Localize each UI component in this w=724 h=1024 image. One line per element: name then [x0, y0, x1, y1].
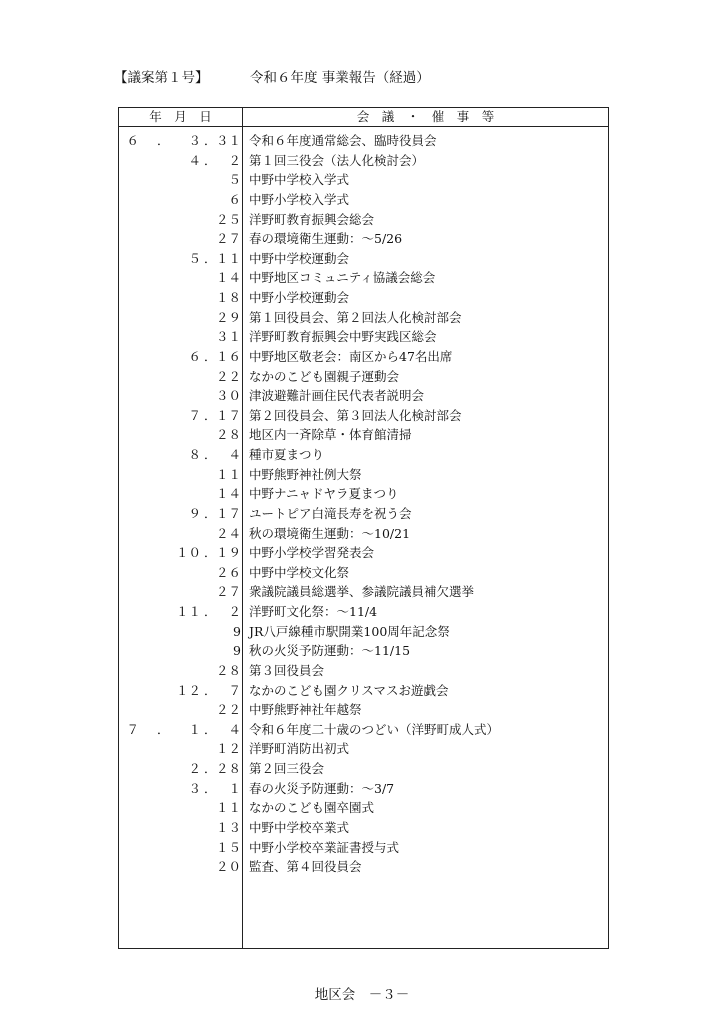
- row-event: 中野中学校卒業式: [249, 819, 350, 835]
- row-day: ２８: [215, 662, 241, 678]
- row-day: １４: [215, 486, 241, 502]
- date-dot: ．: [204, 721, 217, 737]
- row-day: １１: [215, 800, 241, 816]
- row-event: 中野地区敬老会：南区から47名出席: [249, 348, 453, 364]
- table-row: [119, 622, 608, 642]
- row-event: 中野ナニャドヤラ夏まつり: [249, 486, 399, 502]
- row-event: 中野地区コミュニティ協議会総会: [249, 270, 436, 286]
- table-rows: [119, 131, 608, 877]
- table-row: [119, 818, 608, 838]
- row-event: 第１回三役会（法人化検討会）: [249, 152, 425, 168]
- row-event: なかのこども園クリスマスお遊戯会: [249, 682, 449, 698]
- table-row: [119, 425, 608, 445]
- row-month: ５: [188, 250, 201, 266]
- row-day: ２８: [215, 761, 241, 776]
- row-event: なかのこども園親子運動会: [249, 368, 400, 384]
- header-event: 会 議 ・ 催 事 等: [356, 109, 495, 124]
- row-day: ３０: [215, 388, 241, 404]
- row-day: ２０: [215, 859, 241, 875]
- date-dot: ．: [204, 407, 217, 423]
- table-row: [119, 720, 608, 740]
- date-dot: ．: [157, 133, 170, 148]
- row-day: １９: [215, 545, 241, 561]
- row-month: ３: [188, 780, 201, 796]
- table-row: [119, 563, 608, 583]
- document-heading: [0, 66, 724, 86]
- row-month: ２: [188, 761, 201, 776]
- row-day: ２７: [215, 584, 241, 600]
- row-day: １２: [215, 741, 241, 757]
- row-day: ２５: [215, 211, 241, 227]
- activity-table: [118, 107, 609, 949]
- row-month: ９: [188, 505, 201, 521]
- row-event: 春の環境衛生運動：～5/26: [249, 231, 403, 247]
- row-event: 中野中学校運動会: [249, 250, 350, 266]
- row-year: ６: [126, 133, 139, 148]
- date-dot: ．: [204, 348, 217, 364]
- date-dot: ．: [204, 604, 217, 619]
- row-day: １１: [215, 250, 241, 266]
- row-event: 洋野町教育振興会総会: [249, 211, 375, 227]
- row-event: 中野小学校学習発表会: [249, 545, 375, 561]
- table-row: [119, 347, 608, 367]
- row-day: 9: [233, 623, 241, 639]
- table-row: [119, 249, 608, 269]
- row-month: １２: [175, 682, 201, 698]
- row-day: ７: [228, 682, 241, 698]
- row-month: １１: [175, 604, 201, 619]
- row-event: 洋野町消防出初式: [249, 741, 350, 757]
- table-row: [119, 229, 608, 249]
- table-row: [119, 602, 608, 622]
- row-day: ５: [228, 172, 241, 188]
- row-day: １８: [215, 290, 241, 305]
- row-day: １１: [215, 466, 241, 482]
- row-day: ２２: [215, 368, 241, 384]
- row-day: 9: [233, 643, 241, 659]
- table-row: [119, 406, 608, 426]
- row-event: 監査、第４回役員会: [249, 859, 362, 875]
- table-row: [119, 151, 608, 171]
- row-event: 春の火災予防運動：～3/7: [249, 780, 395, 796]
- date-dot: ．: [204, 682, 217, 698]
- row-event: 秋の環境衛生運動：～10/21: [249, 525, 411, 541]
- date-dot: ．: [204, 133, 217, 148]
- row-event: 衆議院議員総選挙、参議院議員補欠選挙: [249, 584, 475, 600]
- row-day: ６: [228, 191, 241, 207]
- table-row: [119, 465, 608, 485]
- row-day: ２７: [215, 231, 241, 247]
- header-date: 年 月 日: [149, 109, 212, 124]
- row-day: ２６: [215, 564, 241, 580]
- table-row: [119, 582, 608, 602]
- table-row: [119, 641, 608, 661]
- row-event: ユートピア白滝長寿を祝う会: [249, 505, 412, 521]
- table-row: [119, 759, 608, 779]
- row-event: 第２回三役会: [249, 761, 325, 776]
- row-day: １５: [215, 839, 241, 855]
- row-day: １: [228, 780, 241, 796]
- row-month: １: [188, 721, 201, 737]
- row-month: １０: [175, 545, 201, 561]
- date-dot: ．: [204, 505, 217, 521]
- row-event: 第１回役員会、第２回法人化検討部会: [249, 309, 462, 325]
- row-event: 中野小学校入学式: [249, 191, 350, 207]
- table-row: [119, 445, 608, 465]
- row-event: なかのこども園卒園式: [249, 800, 375, 816]
- row-day: ３１: [215, 133, 241, 148]
- document-title: 令和６年度 事業報告（経過）: [250, 70, 430, 86]
- row-day: ２２: [215, 702, 241, 718]
- table-row: [119, 210, 608, 230]
- row-event: 中野熊野神社年越祭: [249, 702, 362, 718]
- row-day: ４: [228, 447, 241, 462]
- row-day: １４: [215, 270, 241, 286]
- row-day: １７: [215, 505, 241, 521]
- table-row: [119, 779, 608, 799]
- header-divider: [119, 126, 608, 127]
- row-year: ７: [126, 721, 139, 737]
- row-day: １６: [215, 348, 241, 364]
- date-dot: ．: [204, 780, 217, 796]
- row-day: １３: [215, 819, 241, 835]
- row-day: ２: [228, 152, 241, 168]
- row-month: ８: [188, 447, 201, 462]
- row-day: ３１: [215, 329, 241, 345]
- row-event: 種市夏まつり: [249, 447, 325, 462]
- row-day: ２: [228, 604, 241, 619]
- row-month: ７: [188, 407, 201, 423]
- date-dot: ．: [204, 250, 217, 266]
- row-event: 中野熊野神社例大祭: [249, 466, 362, 482]
- date-dot: ．: [204, 545, 217, 561]
- table-row: [119, 484, 608, 504]
- table-row: [119, 524, 608, 544]
- agenda-number: 【議案第１号】: [114, 70, 209, 86]
- table-row: [119, 504, 608, 524]
- table-row: [119, 131, 608, 151]
- table-row: [119, 190, 608, 210]
- date-dot: ．: [204, 447, 217, 462]
- row-event: 中野中学校文化祭: [249, 564, 350, 580]
- row-day: ２４: [215, 525, 241, 541]
- table-row: [119, 367, 608, 387]
- row-event: 令和６年度通常総会、臨時役員会: [249, 133, 437, 148]
- table-row: [119, 857, 608, 877]
- table-row: [119, 798, 608, 818]
- date-dot: ．: [157, 721, 170, 737]
- page-footer: 地区会 －３－: [314, 987, 410, 1003]
- table-row: [119, 268, 608, 288]
- table-row: [119, 288, 608, 308]
- table-row: [119, 170, 608, 190]
- table-row: [119, 386, 608, 406]
- row-event: JR八戸線種市駅開業100周年記念祭: [249, 623, 450, 639]
- date-dot: ．: [204, 152, 217, 168]
- table-row: [119, 838, 608, 858]
- table-row: [119, 681, 608, 701]
- row-event: 洋野町教育振興会中野実践区総会: [249, 329, 437, 345]
- row-event: 地区内一斉除草・体育館清掃: [249, 427, 412, 443]
- table-row: [119, 308, 608, 328]
- row-event: 中野小学校卒業証書授与式: [249, 839, 400, 855]
- row-event: 洋野町文化祭：～11/4: [249, 604, 378, 619]
- row-event: 中野中学校入学式: [249, 172, 350, 188]
- table-row: [119, 661, 608, 681]
- row-event: 第２回役員会、第３回法人化検討部会: [249, 407, 462, 423]
- row-day: ２８: [215, 427, 241, 443]
- table-row: [119, 739, 608, 759]
- row-day: ４: [228, 721, 241, 737]
- row-event: 令和６年度二十歳のつどい（洋野町成人式）: [249, 721, 500, 737]
- table-row: [119, 543, 608, 563]
- row-day: ２９: [215, 309, 241, 325]
- row-month: ４: [188, 152, 201, 168]
- date-dot: ．: [204, 761, 217, 776]
- table-row: [119, 327, 608, 347]
- row-month: ６: [188, 348, 201, 364]
- row-day: １７: [215, 407, 241, 423]
- row-event: 秋の火災予防運動：～11/15: [249, 643, 411, 659]
- row-month: ３: [188, 133, 201, 148]
- row-event: 第３回役員会: [249, 662, 325, 678]
- row-event: 津波避難計画住民代表者説明会: [249, 388, 425, 404]
- row-event: 中野小学校運動会: [249, 290, 350, 305]
- table-row: [119, 700, 608, 720]
